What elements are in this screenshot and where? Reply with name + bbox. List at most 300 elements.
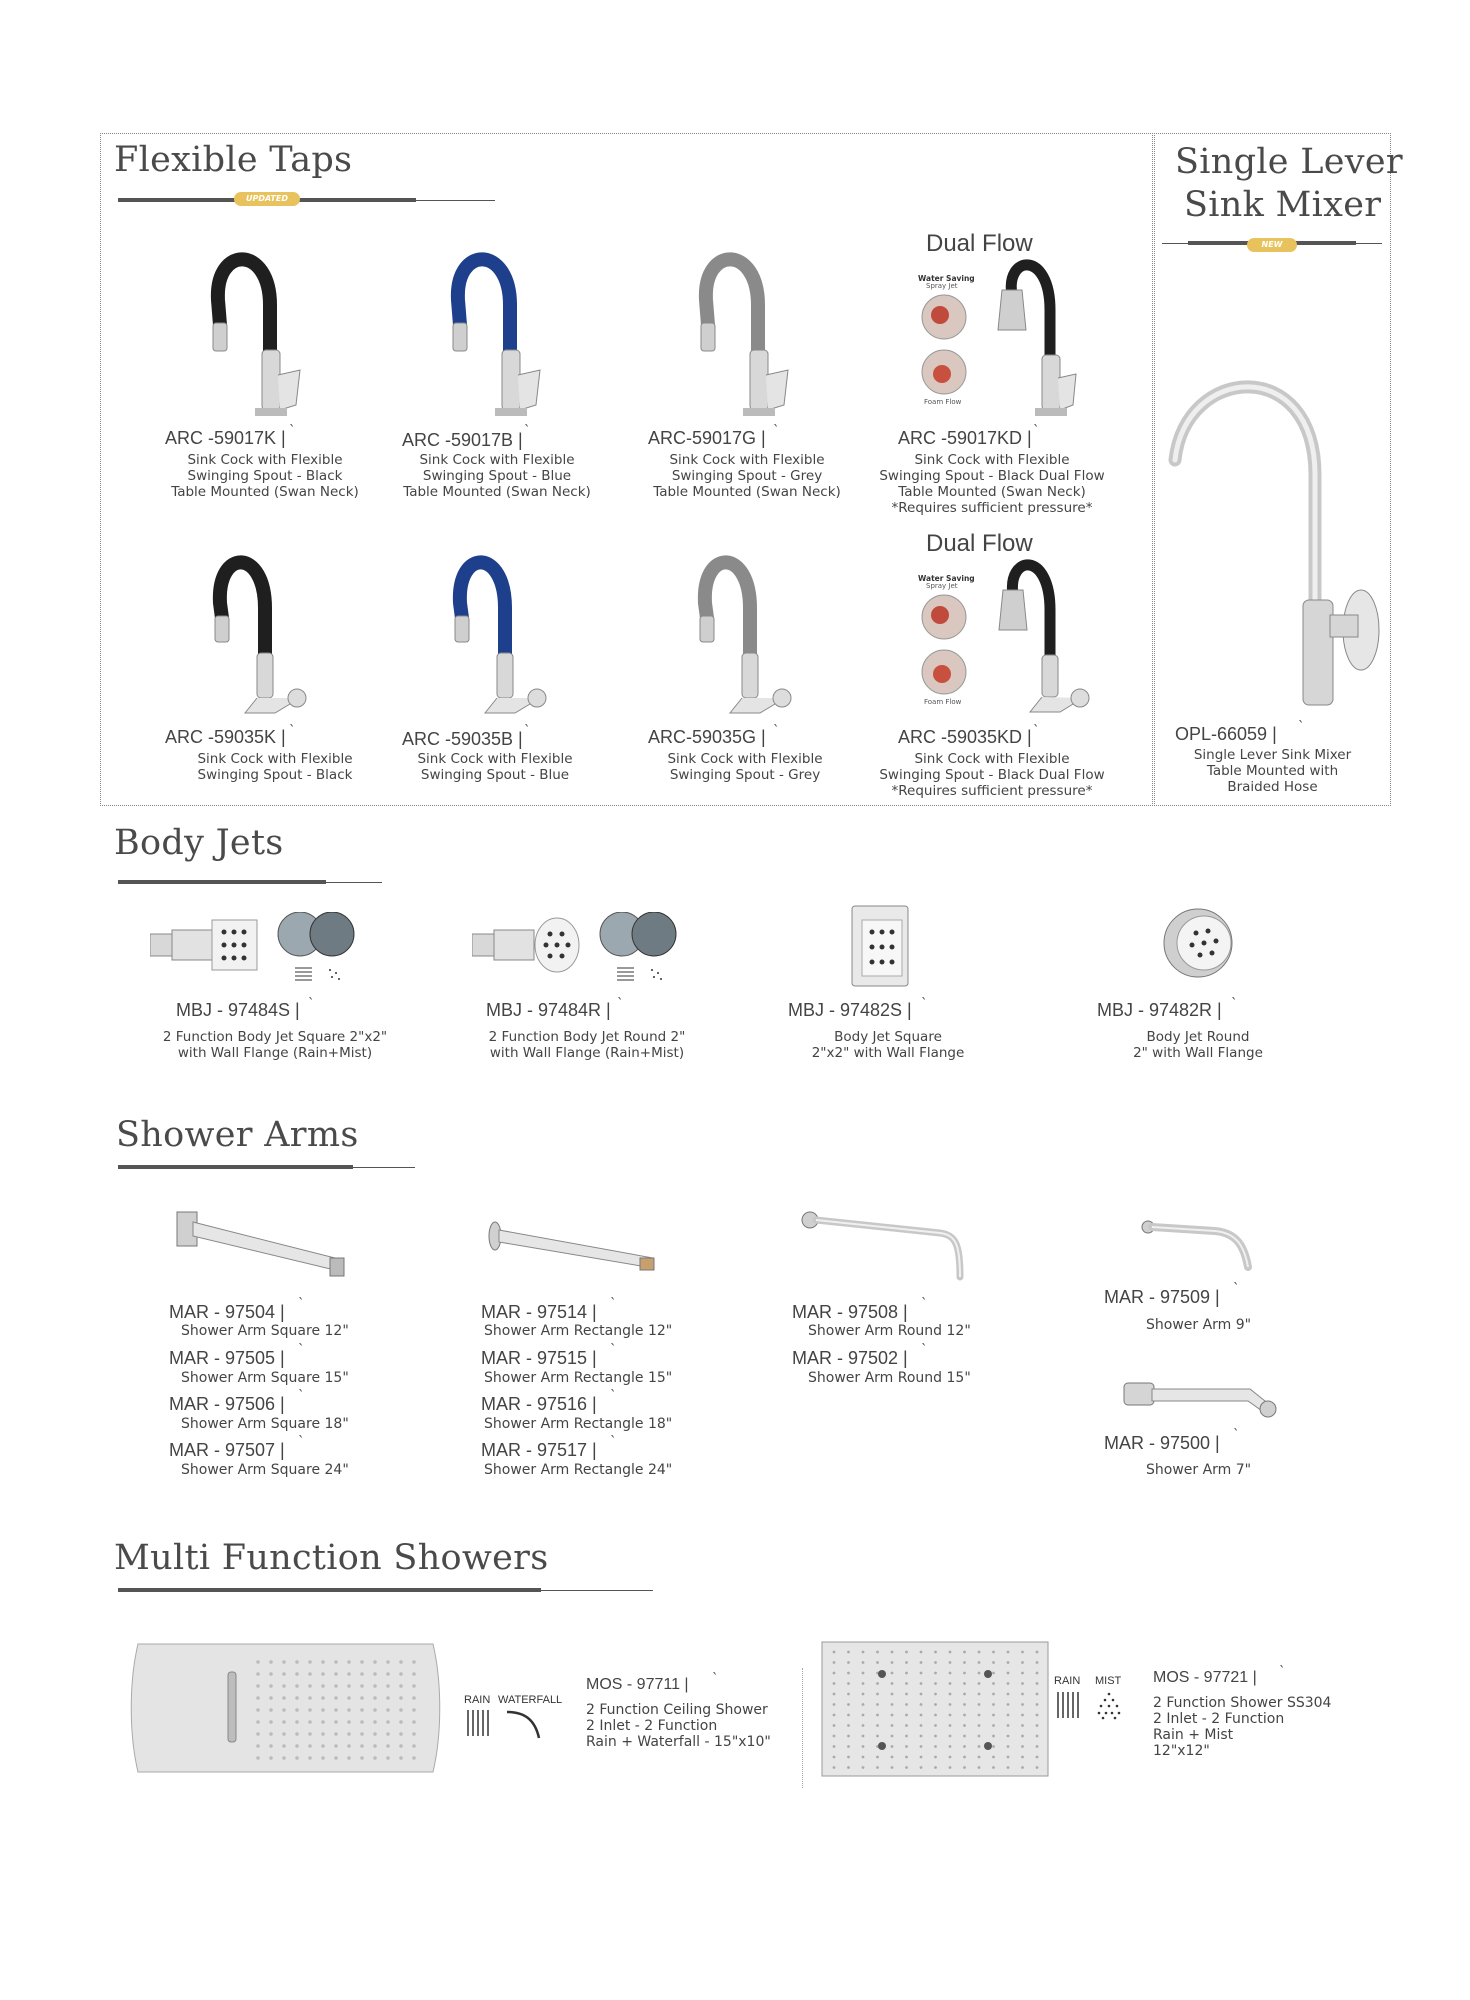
nozzle-dot: [905, 1672, 908, 1675]
nozzle-dot: [891, 1724, 894, 1727]
nozzle-dot: [934, 1735, 937, 1738]
nozzle-dot: [920, 1672, 923, 1675]
faucet-image-black: [200, 245, 320, 420]
nozzle-dot: [269, 1756, 273, 1760]
nozzle-dot: [412, 1708, 416, 1712]
nozzle-dot: [269, 1744, 273, 1748]
nozzle-dot: [308, 1696, 312, 1700]
nozzle-dot: [399, 1720, 403, 1724]
product-code: ARC-59017G |: [648, 428, 766, 448]
faucet-image-grey: [688, 245, 808, 420]
nozzle-dot: [992, 1672, 995, 1675]
nozzle-dot: [949, 1703, 952, 1706]
tick-mark: `: [1279, 1665, 1286, 1680]
nozzle-dot: [891, 1682, 894, 1685]
nozzle-dot: [847, 1756, 850, 1759]
nozzle-dot: [412, 1660, 416, 1664]
nozzle-dot: [862, 1756, 865, 1759]
product-code: MAR - 97508 |: [792, 1302, 908, 1322]
nozzle-dot: [905, 1756, 908, 1759]
nozzle-dot: [833, 1724, 836, 1727]
nozzle-dot: [920, 1693, 923, 1696]
nozzle-dot: [256, 1756, 260, 1760]
nozzle-dot: [920, 1661, 923, 1664]
nozzle-dot: [862, 1661, 865, 1664]
nozzle-dot: [891, 1693, 894, 1696]
product-description: Sink Cock with Flexible Swinging Spout - Black: [197, 751, 353, 783]
nozzle-dot: [295, 1756, 299, 1760]
product-code: ARC -59035B |: [402, 729, 523, 749]
nozzle-dot: [334, 1708, 338, 1712]
body-jet-square-plain-image: [848, 902, 912, 990]
nozzle-dot: [1007, 1661, 1010, 1664]
product-description: Shower Arm 9": [1146, 1317, 1252, 1333]
nozzle-dot: [321, 1732, 325, 1736]
section-title-body-jets: Body Jets: [114, 823, 284, 863]
nozzle-dot: [360, 1696, 364, 1700]
title-rule: [118, 1588, 541, 1592]
nozzle-dot: [891, 1703, 894, 1706]
nozzle-dot: [905, 1693, 908, 1696]
product-description: Shower Arm Square 12": [181, 1323, 349, 1339]
spray-jet-label: Spray Jet: [926, 582, 958, 590]
nozzle-dot: [321, 1756, 325, 1760]
nozzle-dot: [269, 1696, 273, 1700]
product-code: ARC -59017K |: [165, 428, 286, 448]
shower-arm-9-image: [1140, 1215, 1255, 1280]
nozzle-dot: [876, 1703, 879, 1706]
nozzle-dot: [269, 1684, 273, 1688]
nozzle-dot: [862, 1745, 865, 1748]
body-jet-round-plain-image: [1160, 905, 1236, 981]
tick-mark: `: [1233, 1282, 1240, 1297]
nozzle-dot: [282, 1756, 286, 1760]
nozzle-dot: [1036, 1651, 1039, 1654]
nozzle-dot: [891, 1661, 894, 1664]
nozzle-dot: [949, 1745, 952, 1748]
nozzle-dot: [934, 1672, 937, 1675]
nozzle-dot: [992, 1703, 995, 1706]
nozzle-dot: [934, 1745, 937, 1748]
nozzle-dot: [386, 1756, 390, 1760]
nozzle-dot: [308, 1672, 312, 1676]
nozzle-dot: [992, 1766, 995, 1769]
nozzle-dot: [1021, 1693, 1024, 1696]
nozzle-dot: [992, 1756, 995, 1759]
nozzle-dot: [963, 1735, 966, 1738]
nozzle-dot: [347, 1720, 351, 1724]
product-description: Sink Cock with Flexible Swinging Spout - Blue: [417, 751, 573, 783]
nozzle-dot: [1036, 1756, 1039, 1759]
nozzle-dot: [360, 1720, 364, 1724]
product-code: MAR - 97504 |: [169, 1302, 285, 1322]
nozzle-dot: [862, 1682, 865, 1685]
nozzle-dot: [847, 1745, 850, 1748]
nozzle-dot: [282, 1708, 286, 1712]
nozzle-dot: [347, 1732, 351, 1736]
nozzle-dot: [876, 1766, 879, 1769]
section-title-multi-function-showers: Multi Function Showers: [114, 1538, 549, 1578]
nozzle-dot: [949, 1693, 952, 1696]
nozzle-dot: [412, 1732, 416, 1736]
tick-mark: `: [712, 1672, 719, 1687]
nozzle-dot: [1036, 1693, 1039, 1696]
product-description: Single Lever Sink Mixer Table Mounted with Braided Hose: [1193, 747, 1352, 795]
nozzle-dot: [269, 1708, 273, 1712]
nozzle-dot: [978, 1651, 981, 1654]
rain-icon-label: RAIN: [1054, 1675, 1081, 1687]
nozzle-dot: [949, 1735, 952, 1738]
nozzle-dot: [891, 1756, 894, 1759]
updated-badge: UPDATED: [234, 192, 300, 206]
ceiling-shower-image: [128, 1642, 443, 1774]
nozzle-dot: [963, 1756, 966, 1759]
nozzle-dot: [386, 1684, 390, 1688]
tick-mark: `: [298, 1435, 305, 1450]
nozzle-dot: [876, 1714, 879, 1717]
product-description: 2 Function Body Jet Round 2" with Wall Flange (Rain+Mist): [488, 1029, 686, 1061]
section-title-single-lever-line2: Sink Mixer: [1184, 185, 1382, 225]
nozzle-dot: [282, 1720, 286, 1724]
nozzle-dot: [282, 1660, 286, 1664]
nozzle-dot: [295, 1744, 299, 1748]
nozzle-dot: [876, 1651, 879, 1654]
product-code: ARC -59017B |: [402, 430, 523, 450]
nozzle-dot: [1021, 1766, 1024, 1769]
tick-mark: `: [298, 1297, 305, 1312]
tick-mark: `: [921, 1297, 928, 1312]
tick-mark: `: [1231, 997, 1238, 1012]
product-code: ARC -59035KD |: [898, 727, 1032, 747]
spray-jet-photo: [920, 293, 968, 341]
nozzle-dot: [256, 1660, 260, 1664]
nozzle-dot: [833, 1682, 836, 1685]
nozzle-dot: [373, 1684, 377, 1688]
nozzle-dot: [920, 1651, 923, 1654]
nozzle-dot: [905, 1703, 908, 1706]
product-description: Sink Cock with Flexible Swinging Spout - Black Dual Flow Table Mounted (Swan Neck) *Requires sufficient pressure*: [879, 452, 1105, 516]
nozzle-dot: [321, 1708, 325, 1712]
product-code: ARC -59017KD |: [898, 428, 1032, 448]
column-divider: [802, 1668, 803, 1788]
nozzle-dot: [308, 1660, 312, 1664]
nozzle-dot: [992, 1682, 995, 1685]
nozzle-dot: [308, 1732, 312, 1736]
tick-mark: `: [610, 1435, 617, 1450]
nozzle-dot: [386, 1672, 390, 1676]
nozzle-dot: [1007, 1651, 1010, 1654]
nozzle-dot: [1036, 1682, 1039, 1685]
nozzle-dot: [373, 1708, 377, 1712]
nozzle-dot: [334, 1696, 338, 1700]
foam-flow-photo: [920, 648, 968, 696]
nozzle-dot: [891, 1745, 894, 1748]
nozzle-dot: [360, 1672, 364, 1676]
nozzle-dot: [269, 1672, 273, 1676]
nozzle-dot: [978, 1682, 981, 1685]
nozzle-dot: [920, 1745, 923, 1748]
nozzle-dot: [876, 1693, 879, 1696]
section-title-shower-arms: Shower Arms: [116, 1115, 359, 1155]
nozzle-dot: [963, 1745, 966, 1748]
nozzle-dot: [978, 1672, 981, 1675]
product-code: MAR - 97516 |: [481, 1394, 597, 1414]
nozzle-dot: [862, 1651, 865, 1654]
nozzle-dot: [833, 1693, 836, 1696]
nozzle-dot: [399, 1732, 403, 1736]
nozzle-dot: [963, 1672, 966, 1675]
nozzle-dot: [905, 1682, 908, 1685]
nozzle-dot: [347, 1696, 351, 1700]
tick-mark: `: [610, 1389, 617, 1404]
foam-flow-label: Foam Flow: [924, 398, 962, 406]
product-code: MAR - 97514 |: [481, 1302, 597, 1322]
nozzle-dot: [978, 1756, 981, 1759]
nozzle-dot: [1036, 1703, 1039, 1706]
product-description: 2 Function Shower SS304 2 Inlet - 2 Function Rain + Mist 12"x12": [1153, 1695, 1332, 1759]
nozzle-dot: [373, 1660, 377, 1664]
nozzle-dot: [308, 1720, 312, 1724]
product-code: MOS - 97711 |: [586, 1676, 689, 1693]
nozzle-dot: [269, 1720, 273, 1724]
nozzle-dot: [963, 1703, 966, 1706]
nozzle-dot: [1021, 1735, 1024, 1738]
tick-mark: `: [617, 997, 624, 1012]
nozzle-dot: [949, 1756, 952, 1759]
shower-arm-round-image: [800, 1205, 970, 1285]
nozzle-dot: [399, 1684, 403, 1688]
nozzle-dot: [934, 1714, 937, 1717]
spray-jet-label: Spray Jet: [926, 282, 958, 290]
nozzle-dot: [386, 1744, 390, 1748]
nozzle-dot: [891, 1714, 894, 1717]
waterfall-icon: [505, 1708, 545, 1740]
nozzle-dot: [256, 1732, 260, 1736]
nozzle-dot: [1021, 1756, 1024, 1759]
nozzle-dot: [847, 1672, 850, 1675]
product-code: MBJ - 97484S |: [176, 1000, 300, 1020]
nozzle-dot: [399, 1660, 403, 1664]
nozzle-dot: [963, 1661, 966, 1664]
nozzle-dot: [295, 1708, 299, 1712]
spray-jet-photo: [920, 593, 968, 641]
nozzle-dot: [308, 1756, 312, 1760]
nozzle-dot: [963, 1714, 966, 1717]
product-code: MBJ - 97484R |: [486, 1000, 611, 1020]
body-jet-round-image: [472, 912, 702, 987]
tick-mark: `: [298, 1389, 305, 1404]
nozzle-dot: [1021, 1682, 1024, 1685]
nozzle-dot: [949, 1672, 952, 1675]
tick-mark: `: [289, 724, 296, 739]
product-code: MAR - 97506 |: [169, 1394, 285, 1414]
tick-mark: `: [524, 724, 531, 739]
nozzle-dot: [862, 1693, 865, 1696]
square-shower-image: [820, 1640, 1050, 1778]
foam-flow-photo: [920, 348, 968, 396]
nozzle-dot: [833, 1661, 836, 1664]
nozzle-dot: [1036, 1661, 1039, 1664]
nozzle-dot: [978, 1661, 981, 1664]
nozzle-dot: [833, 1745, 836, 1748]
nozzle-dot: [833, 1756, 836, 1759]
product-code: MAR - 97515 |: [481, 1348, 597, 1368]
nozzle-dot: [373, 1756, 377, 1760]
nozzle-dot: [334, 1744, 338, 1748]
nozzle-dot: [1036, 1745, 1039, 1748]
nozzle-dot: [920, 1756, 923, 1759]
nozzle-dot: [347, 1660, 351, 1664]
product-description: Shower Arm Rectangle 12": [484, 1323, 673, 1339]
nozzle-dot: [934, 1693, 937, 1696]
sink-mixer-image: [1165, 375, 1385, 715]
nozzle-dot: [399, 1756, 403, 1760]
nozzle-dot: [978, 1745, 981, 1748]
faucet-image-blue: [440, 245, 560, 420]
nozzle-dot: [412, 1744, 416, 1748]
nozzle-dot: [905, 1661, 908, 1664]
body-jet-square-image: [150, 912, 380, 987]
nozzle-dot: [347, 1672, 351, 1676]
nozzle-dot: [282, 1672, 286, 1676]
tick-mark: `: [308, 997, 315, 1012]
nozzle-dot: [920, 1682, 923, 1685]
nozzle-dot: [360, 1744, 364, 1748]
nozzle-dot: [386, 1720, 390, 1724]
product-code: MAR - 97517 |: [481, 1440, 597, 1460]
nozzle-dot: [847, 1766, 850, 1769]
rain-icon: [1055, 1690, 1081, 1720]
nozzle-dot: [847, 1651, 850, 1654]
section-title-flexible-taps: Flexible Taps: [114, 140, 353, 180]
nozzle-dot: [295, 1684, 299, 1688]
nozzle-dot: [876, 1682, 879, 1685]
nozzle-dot: [1007, 1703, 1010, 1706]
nozzle-dot: [963, 1766, 966, 1769]
nozzle-dot: [862, 1724, 865, 1727]
nozzle-dot: [1007, 1672, 1010, 1675]
nozzle-dot: [920, 1724, 923, 1727]
product-description: Shower Arm Square 18": [181, 1416, 349, 1432]
shower-arm-7-image: [1120, 1375, 1280, 1420]
nozzle-dot: [373, 1744, 377, 1748]
nozzle-dot: [373, 1720, 377, 1724]
tick-mark: `: [1233, 1428, 1240, 1443]
nozzle-dot: [256, 1696, 260, 1700]
nozzle-dot: [1021, 1672, 1024, 1675]
nozzle-dot: [360, 1708, 364, 1712]
nozzle-dot: [360, 1684, 364, 1688]
product-description: 2 Function Body Jet Square 2"x2" with Wall Flange (Rain+Mist): [162, 1029, 388, 1061]
nozzle-dot: [321, 1720, 325, 1724]
nozzle-dot: [978, 1735, 981, 1738]
nozzle-dot: [949, 1682, 952, 1685]
nozzle-dot: [412, 1672, 416, 1676]
nozzle-dot: [862, 1766, 865, 1769]
nozzle-dot: [412, 1684, 416, 1688]
nozzle-dot: [1036, 1766, 1039, 1769]
nozzle-dot: [1007, 1724, 1010, 1727]
nozzle-dot: [321, 1684, 325, 1688]
nozzle-dot: [412, 1720, 416, 1724]
tick-mark: `: [921, 997, 928, 1012]
title-rule: [118, 1165, 353, 1169]
product-description: Sink Cock with Flexible Swinging Spout - Grey Table Mounted (Swan Neck): [653, 452, 841, 500]
tick-mark: `: [1298, 720, 1305, 735]
nozzle-dot: [1007, 1745, 1010, 1748]
nozzle-dot: [386, 1732, 390, 1736]
shower-arm-rectangle-image: [485, 1218, 660, 1283]
product-description: Shower Arm Square 24": [181, 1462, 349, 1478]
product-code: MBJ - 97482S |: [788, 1000, 912, 1020]
nozzle-dot: [1021, 1661, 1024, 1664]
nozzle-dot: [905, 1714, 908, 1717]
nozzle-dot: [978, 1714, 981, 1717]
product-description: Sink Cock with Flexible Swinging Spout - Blue Table Mounted (Swan Neck): [403, 452, 591, 500]
nozzle-dot: [1021, 1703, 1024, 1706]
nozzle-dot: [399, 1708, 403, 1712]
dual-flow-label: Dual Flow: [926, 230, 1033, 257]
nozzle-dot: [295, 1732, 299, 1736]
nozzle-dot: [256, 1708, 260, 1712]
product-description: 2 Function Ceiling Shower 2 Inlet - 2 Function Rain + Waterfall - 15"x10": [586, 1702, 771, 1750]
nozzle-dot: [1036, 1724, 1039, 1727]
tick-mark: `: [921, 1343, 928, 1358]
nozzle-dot: [833, 1703, 836, 1706]
title-rule-thin: [541, 1590, 653, 1591]
nozzle-dot: [1007, 1693, 1010, 1696]
nozzle-dot: [412, 1756, 416, 1760]
nozzle-dot: [920, 1766, 923, 1769]
nozzle-dot: [308, 1684, 312, 1688]
nozzle-dot: [847, 1724, 850, 1727]
nozzle-dot: [308, 1708, 312, 1712]
nozzle-dot: [905, 1766, 908, 1769]
nozzle-dot: [992, 1745, 995, 1748]
nozzle-dot: [934, 1661, 937, 1664]
nozzle-dot: [334, 1756, 338, 1760]
product-code: MAR - 97509 |: [1104, 1287, 1220, 1307]
product-code: MAR - 97505 |: [169, 1348, 285, 1368]
nozzle-dot: [862, 1672, 865, 1675]
water-saving-label: Water Saving: [918, 274, 975, 283]
nozzle-dot: [360, 1660, 364, 1664]
wall-faucet-image-black: [205, 548, 315, 718]
nozzle-dot: [386, 1708, 390, 1712]
nozzle-dot: [282, 1732, 286, 1736]
product-description: Sink Cock with Flexible Swinging Spout - Grey: [667, 751, 823, 783]
nozzle-dot: [862, 1735, 865, 1738]
nozzle-dot: [949, 1661, 952, 1664]
nozzle-dot: [891, 1651, 894, 1654]
nozzle-dot: [949, 1651, 952, 1654]
nozzle-dot: [282, 1696, 286, 1700]
new-badge: NEW: [1247, 238, 1297, 252]
nozzle-dot: [963, 1693, 966, 1696]
nozzle-dot: [1021, 1745, 1024, 1748]
nozzle-dot: [282, 1744, 286, 1748]
nozzle-dot: [308, 1744, 312, 1748]
product-code: MAR - 97502 |: [792, 1348, 908, 1368]
nozzle-dot: [321, 1672, 325, 1676]
nozzle-dot: [934, 1756, 937, 1759]
waterfall-icon-label: WATERFALL: [498, 1694, 563, 1706]
tick-mark: `: [1033, 724, 1040, 739]
nozzle-dot: [360, 1756, 364, 1760]
nozzle-dot: [992, 1735, 995, 1738]
nozzle-dot: [876, 1724, 879, 1727]
nozzle-dot: [321, 1696, 325, 1700]
